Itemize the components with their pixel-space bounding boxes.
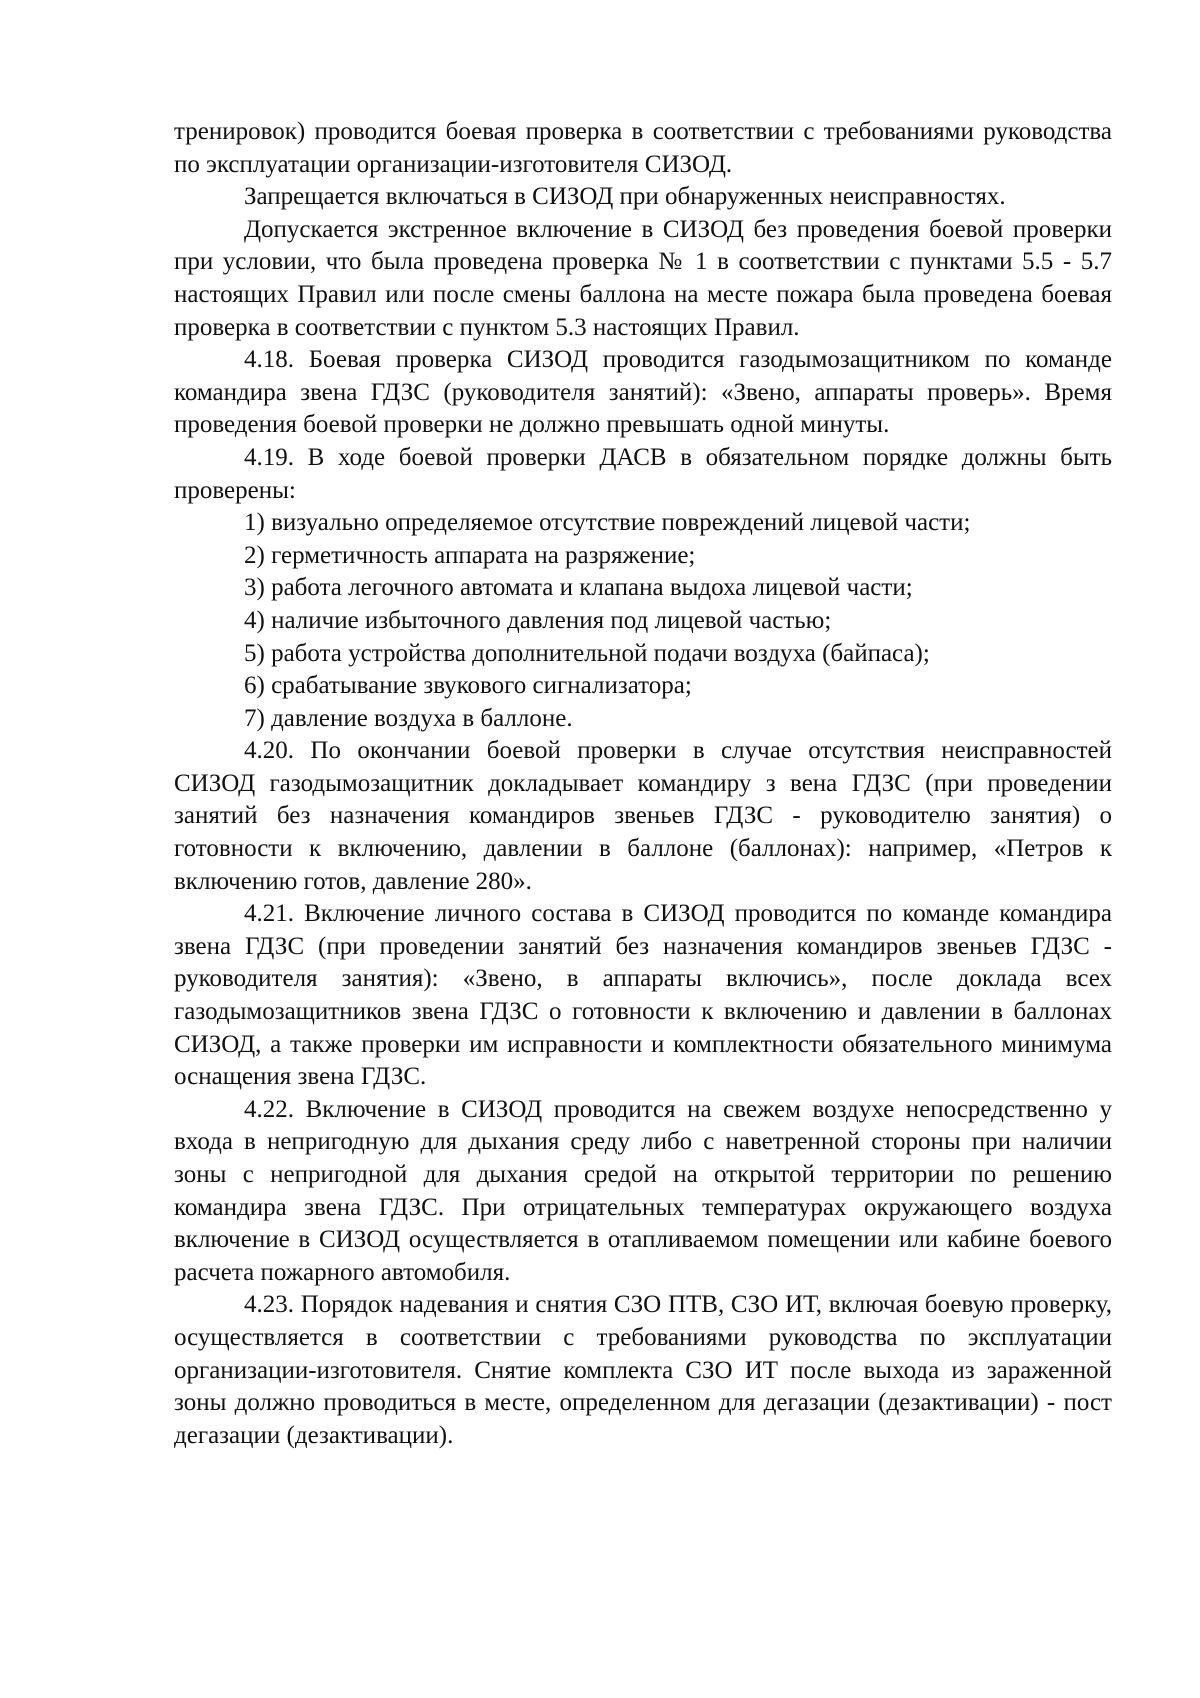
list-item: 6) срабатывание звукового сигнализатора; bbox=[244, 672, 692, 700]
list-item: 2) герметичность аппарата на разряжение; bbox=[244, 541, 696, 569]
paragraph-emergency-inclusion: Допускается экстренное включение в СИЗОД без проведения боевой проверки при условии, что была проведена проверка № 1 в соответствии с пунктами 5.5 - 5.7 настоящих Правил или после смены баллона на месте пожара была проведена боевая проверка в соответствии с пунктом 5.3 настоящих Правил. bbox=[174, 215, 1112, 341]
paragraph-4-21: 4.21. Включение личного состава в СИЗОД проводится по команде командира звена ГДЗС (при проведении занятий без назначения командиров звеньев ГДЗС - руководителя занятия): «Звено, в аппараты включись», после доклада всех газодымозащитников звена ГДЗС о готовности к включению и давлении в баллонах СИЗОД, а также проверки им исправности и комплектности обязательного минимума оснащения звена ГДЗС. bbox=[174, 900, 1112, 1091]
checklist bbox=[174, 507, 1112, 735]
list-item: 1) визуально определяемое отсутствие повреждений лицевой части; bbox=[244, 509, 971, 537]
document-body bbox=[174, 116, 1112, 1452]
list-item: 7) давление воздуха в баллоне. bbox=[244, 704, 573, 732]
paragraph-4-19: 4.19. В ходе боевой проверки ДАСВ в обязательном порядке должны быть проверены: bbox=[174, 443, 1112, 504]
paragraph-continuation: тренировок) проводится боевая проверка в соответствии с требованиями руководства по эксплуатации организации-изготовителя СИЗОД. bbox=[174, 118, 1112, 178]
paragraph-4-18: 4.18. Боевая проверка СИЗОД проводится газодымозащитником по команде командира звена ГДЗС (руководителя занятий): «Звено, аппараты проверь». Время проведения боевой проверки не должно превышать одной минуты. bbox=[174, 346, 1112, 439]
paragraph-4-23: 4.23. Порядок надевания и снятия СЗО ПТВ, СЗО ИТ, включая боевую проверку, осуществляется в соответствии с требованиями руководства по эксплуатации организации-изготовителя. Снятие комплекта СЗО ИТ после выхода из зараженной зоны должно проводиться в месте, определенном для дегазации (дезактивации) - пост дегазации (дезактивации). bbox=[174, 1291, 1112, 1449]
paragraph-4-20: 4.20. По окончании боевой проверки в случае отсутствия неисправностей СИЗОД газодымозащитник докладывает командиру з вена ГДЗС (при проведении занятий без назначения командиров звеньев ГДЗС - руководителю занятия) о готовности к включению, давлении в баллоне (баллонах): например, «Петров к включению готов, давление 280». bbox=[174, 737, 1112, 895]
list-item: 3) работа легочного автомата и клапана выдоха лицевой части; bbox=[244, 574, 913, 602]
list-item: 4) наличие избыточного давления под лицевой частью; bbox=[244, 606, 832, 634]
list-item: 5) работа устройства дополнительной подачи воздуха (байпаса); bbox=[244, 639, 930, 667]
paragraph-prohibition: Запрещается включаться в СИЗОД при обнаруженных неисправностях. bbox=[244, 183, 1006, 211]
paragraph-4-22: 4.22. Включение в СИЗОД проводится на свежем воздухе непосредственно у входа в непригодную для дыхания среду либо с наветренной стороны при наличии зоны с непригодной для дыхания средой на открытой территории по решению командира звена ГДЗС. При отрицательных температурах окружающего воздуха включение в СИЗОД осуществляется в отапливаемом помещении или кабине боевого расчета пожарного автомобиля. bbox=[174, 1095, 1112, 1286]
